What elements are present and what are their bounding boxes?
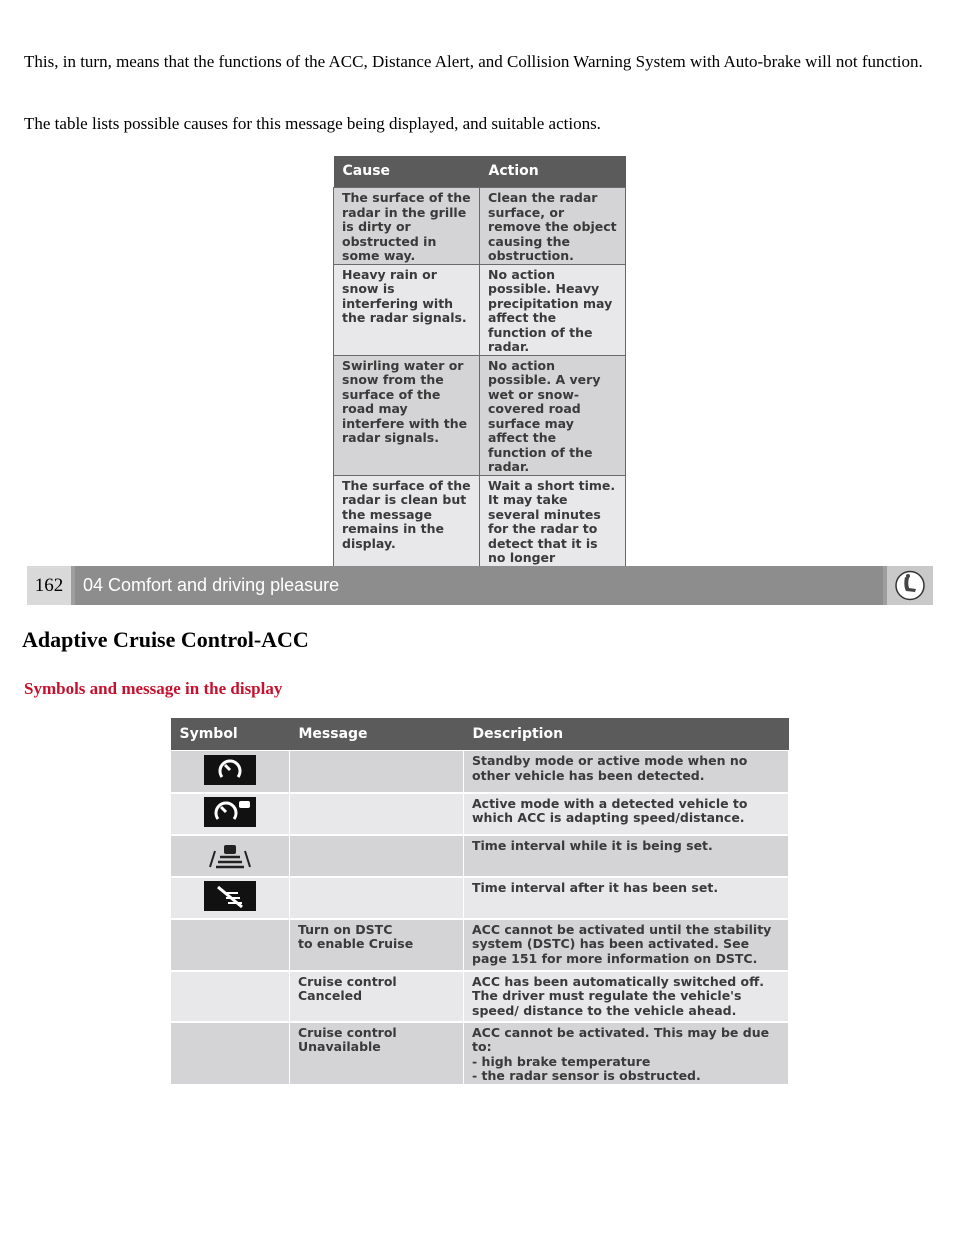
description-cell: Time interval while it is being set.	[464, 835, 789, 877]
table-row	[171, 971, 789, 1022]
message-cell	[290, 877, 464, 919]
cause-action-table	[333, 156, 626, 581]
seat-comfort-icon	[887, 566, 933, 605]
symbol-cell	[171, 1022, 290, 1085]
action-cell: Clean the radar surface, or remove the object causing the obstruction.	[480, 188, 626, 265]
page-number: 162	[27, 566, 71, 605]
symbol-cell	[171, 751, 290, 793]
symbol-message-table	[170, 718, 789, 1086]
table-row	[171, 877, 789, 919]
speedometer-icon	[204, 755, 256, 785]
message-cell: Cruise control Canceled	[290, 971, 464, 1022]
message-cell	[290, 793, 464, 835]
cause-cell: Swirling water or snow from the surface of the road may interfere with the radar signals.	[334, 355, 480, 475]
cause-cell: The surface of the radar is clean but the message remains in the display.	[334, 475, 480, 581]
description-cell: ACC cannot be activated. This may be due to: - high brake temperature - the radar sensor is obstructed.	[464, 1022, 789, 1085]
speedometer-car-icon	[204, 797, 256, 827]
column-header-message: Message	[290, 718, 464, 751]
description-cell: Standby mode or active mode when no other vehicle has been detected.	[464, 751, 789, 793]
description-cell: ACC cannot be activated until the stability system (DSTC) has been activated. See page 151 for more information on DSTC.	[464, 919, 789, 971]
table-header-row	[334, 156, 626, 188]
table-row	[171, 751, 789, 793]
table-row	[171, 793, 789, 835]
page-title: Adaptive Cruise Control-ACC	[22, 627, 309, 652]
description-cell: Time interval after it has been set.	[464, 877, 789, 919]
column-header-description: Description	[464, 718, 789, 751]
symbol-cell	[171, 971, 290, 1022]
intro-paragraph-table-lead: The table lists possible causes for this message being displayed, and suitable actions.	[24, 114, 601, 133]
symbol-cell	[171, 877, 290, 919]
table-row	[334, 475, 626, 581]
symbol-cell	[171, 835, 290, 877]
symbol-cell	[171, 793, 290, 835]
symbol-cell	[171, 919, 290, 971]
cause-cell: Heavy rain or snow is interfering with the radar signals.	[334, 264, 480, 355]
description-cell: Active mode with a detected vehicle to which ACC is adapting speed/distance.	[464, 793, 789, 835]
action-cell: No action possible. A very wet or snow-covered road surface may affect the function of the radar.	[480, 355, 626, 475]
cause-cell: The surface of the radar in the grille is dirty or obstructed in some way.	[334, 188, 480, 265]
column-header-cause: Cause	[334, 156, 480, 188]
table-row	[171, 919, 789, 971]
section-title: 04 Comfort and driving pleasure	[75, 566, 883, 605]
section-header-bar	[27, 566, 933, 605]
table-row	[171, 835, 789, 877]
table-row	[334, 264, 626, 355]
table-row	[334, 355, 626, 475]
message-cell	[290, 751, 464, 793]
action-cell: No action possible. Heavy precipitation may affect the function of the radar.	[480, 264, 626, 355]
column-header-symbol: Symbol	[171, 718, 290, 751]
table-row	[334, 188, 626, 265]
message-cell: Cruise control Unavailable	[290, 1022, 464, 1085]
message-cell	[290, 835, 464, 877]
description-cell: ACC has been automatically switched off. The driver must regulate the vehicle's speed/ distance to the vehicle ahead.	[464, 971, 789, 1022]
table-header-row	[171, 718, 789, 751]
message-cell: Turn on DSTC to enable Cruise	[290, 919, 464, 971]
action-cell: Wait a short time. It may take several minutes for the radar to detect that it is no longer	[480, 475, 626, 581]
section-subtitle: Symbols and message in the display	[24, 679, 283, 698]
table-row	[171, 1022, 789, 1085]
intro-paragraph: This, in turn, means that the functions of the ACC, Distance Alert, and Collision Warning System with Auto-brake will not function.	[24, 52, 923, 71]
time-interval-set-icon	[204, 881, 256, 911]
time-interval-setting-icon	[202, 841, 258, 871]
column-header-action: Action	[480, 156, 626, 188]
